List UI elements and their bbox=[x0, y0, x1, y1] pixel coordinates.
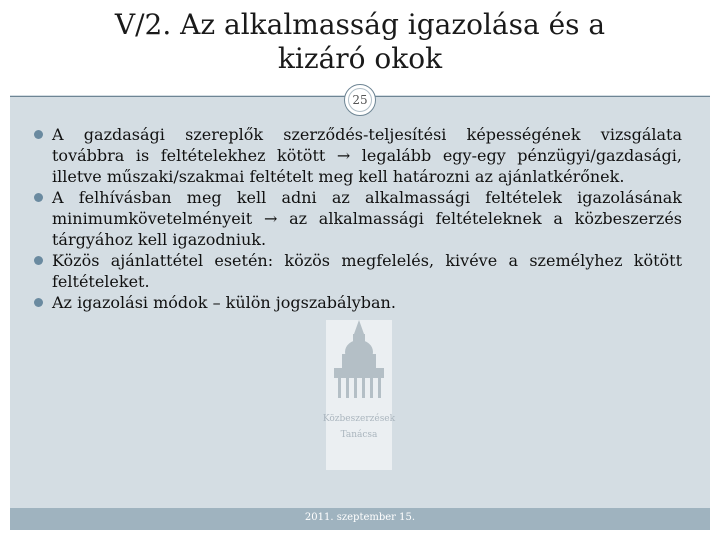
page-number-ring bbox=[348, 88, 372, 112]
bullet-item bbox=[34, 292, 682, 313]
bullet-text: Közös ajánlattétel esetén: közös megfelelés, kivéve a személyhez kötött feltételeket. bbox=[52, 251, 682, 291]
bullet-item bbox=[34, 187, 682, 250]
bullet-item bbox=[34, 124, 682, 187]
slide-title bbox=[10, 8, 710, 76]
bullet-dot-icon bbox=[34, 298, 43, 307]
bullet-dot-icon bbox=[34, 256, 43, 265]
page-number-badge bbox=[344, 84, 376, 116]
bullet-dot-icon bbox=[34, 193, 43, 202]
bullet-text: Az igazolási módok – külön jogszabályban. bbox=[52, 293, 396, 312]
logo-text-line-1: Közbeszerzések bbox=[322, 414, 396, 424]
kozbeszerzesek-tanacsa-watermark-logo bbox=[298, 320, 420, 470]
bullet-text: A felhívásban meg kell adni az alkalmassági feltételek igazolásának minimumkövetelményeit → az alkalmassági feltételeknek a közbeszerzés tárgyához kell igazodniuk. bbox=[52, 188, 682, 249]
bullet-item bbox=[34, 250, 682, 292]
bullet-list bbox=[34, 124, 682, 313]
slide-title-line-2: kizáró okok bbox=[277, 42, 443, 75]
bullet-dot-icon bbox=[34, 130, 43, 139]
page-number: 25 bbox=[352, 93, 368, 107]
bullet-text: A gazdasági szereplők szerződés-teljesítési képességének vizsgálata továbbra is feltételekhez kötött → legalább egy-egy pénzügyi/gazdasági, illetve műszaki/szakmai feltételt meg kell határozni az ajánlatkérőnek. bbox=[52, 125, 682, 186]
footer-date: 2011. szeptember 15. bbox=[304, 512, 416, 523]
logo-text-line-2: Tanácsa bbox=[340, 430, 378, 440]
slide-title-line-1: V/2. Az alkalmasság igazolása és a bbox=[114, 8, 606, 41]
